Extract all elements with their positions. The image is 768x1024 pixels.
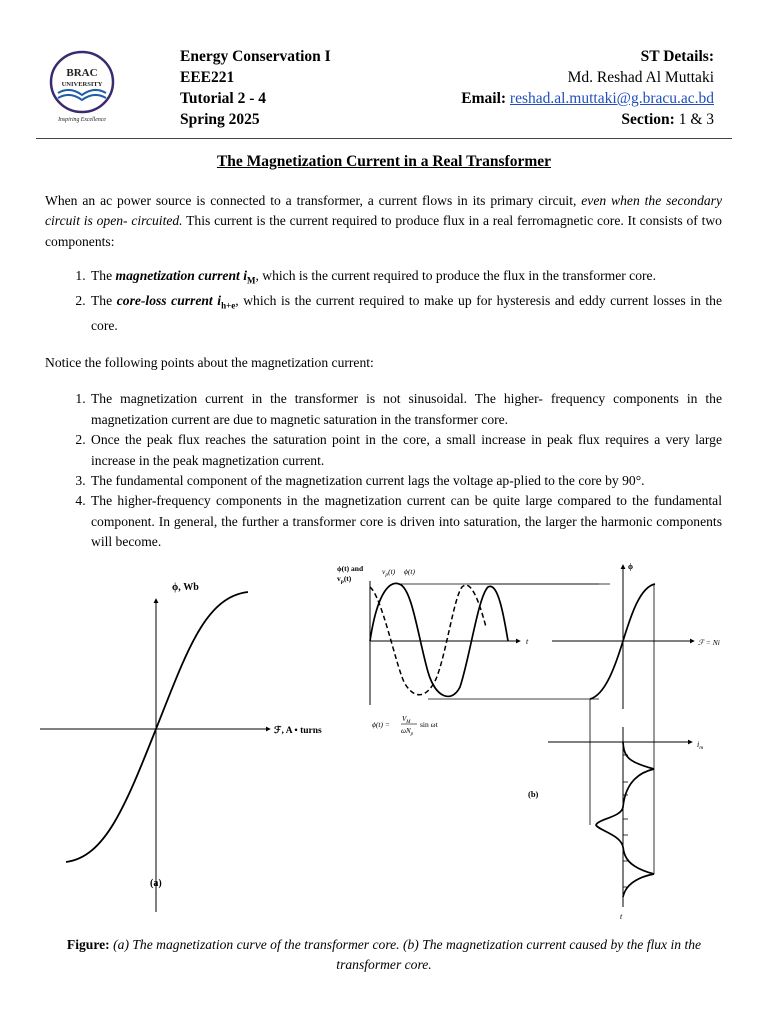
header-divider: [36, 138, 732, 139]
semester-label: Spring 2025: [180, 111, 260, 128]
svg-text:VM: $V_M$: [402, 715, 411, 725]
logo-text-university: UNIVERSITY: [61, 81, 103, 88]
intro-paragraph: When an ac power source is connected to a transformer, a current flows in its primary circuit, even when the secondary circuit is open- circuited. This current is the current required to produce flux in a real ferromagnetic core. It consists of two components:: [45, 193, 723, 249]
list-item: 2. The core-loss current $i_{h+e}$, which is the current required to make up for hysteresis and eddy current losses in the core.: [89, 291, 722, 337]
course-code: EEE221: [180, 69, 235, 86]
section-row: [461, 109, 714, 130]
list-item: 1. The magnetization current in the transformer is not sinusoidal. The higher- frequency components in the magnetization current are due to magnetic saturation in the transformer core.: [89, 389, 722, 430]
fig-b-y-label-2: $v_p(t)$: [337, 574, 352, 585]
brac-university-logo: [36, 48, 128, 124]
st-details: [461, 46, 714, 130]
fig-b-equation: ϕ(t) =: [372, 720, 390, 729]
fig-a-x-label: ℱ, A • turns: [274, 726, 322, 736]
fig-b-vp-curve: [370, 585, 486, 695]
fig-b-curve-phi-label: ϕ: [628, 562, 633, 571]
email-link[interactable]: reshad.al.muttaki@g.bracu.ac.bd: [509, 90, 714, 107]
fig-a-tag: (a): [150, 878, 162, 889]
components-list: [45, 266, 722, 337]
list-item: 1. The magnetization current $i_M$, which is the current required to produce the flux in the transformer core.: [89, 266, 722, 291]
logo-text-brac: BRAC: [66, 67, 98, 79]
email-row: [461, 88, 714, 109]
fig-b-t-label-2: t: [620, 912, 623, 921]
tutorial-label: Tutorial 2 - 4: [180, 90, 266, 107]
fig-b-t-label: t: [526, 637, 529, 646]
section-value: 1 & 3: [678, 111, 714, 128]
caption-label: Figure:: [66, 937, 110, 952]
list-item: 2. Once the peak flux reaches the saturation point in the core, a small increase in peak flux requires a very large increase in the peak magnetization current.: [89, 430, 722, 471]
email-label: Email:: [461, 90, 507, 107]
magnetization-figure: [0, 557, 768, 927]
fig-b-phi-label: ϕ(t): [404, 567, 415, 576]
figure-b: [337, 562, 720, 921]
fig-b-tag: (b): [528, 789, 539, 799]
fig-b-curve-x-label: ℱ = Ni: [698, 638, 720, 647]
fig-a-y-label: ϕ, Wb: [172, 582, 199, 593]
course-header: [180, 46, 331, 130]
list-item: 3. The fundamental component of the magnetization current lags the voltage ap-plied to the core by 90°.: [89, 471, 722, 491]
intro-italic: even when the secondary circuit is open- circuited.: [45, 193, 723, 229]
fig-a-magnetization-curve: [66, 592, 248, 862]
points-list: [45, 389, 722, 552]
figure-caption: [40, 935, 728, 976]
document-body: [45, 191, 722, 553]
svg-text:ωNp: $\omega N_p$: [401, 727, 414, 737]
caption-text: (a) The magnetization curve of the transformer core. (b) The magnetization current caused by the flux in the transformer core.: [109, 937, 702, 973]
figure-a: [40, 582, 322, 912]
fig-b-magnetization-current: [596, 742, 654, 897]
section-label: Section:: [621, 111, 675, 128]
fig-b-y-label-1: ϕ(t) and: [337, 564, 364, 573]
list-item: 4. The higher-frequency components in the magnetization current can be quite large compared to the fundamental component. In general, the further a transformer core is driven into saturation, the larger the harmonic components will become.: [89, 491, 722, 552]
notice-paragraph: Notice the following points about the magnetization current:: [45, 354, 374, 370]
fig-b-im-label: $i_m$: [697, 740, 704, 751]
logo-tagline: Inspiring Excellence: [58, 117, 106, 123]
st-details-label: ST Details:: [640, 48, 714, 65]
svg-text:sin ωt: sin ωt: [420, 720, 438, 729]
st-name: Md. Reshad Al Muttaki: [567, 69, 714, 86]
fig-b-vp-label: $v_p(t)$: [382, 567, 396, 578]
course-title: Energy Conservation I: [180, 48, 331, 65]
page-title: The Magnetization Current in a Real Transformer: [216, 153, 552, 170]
